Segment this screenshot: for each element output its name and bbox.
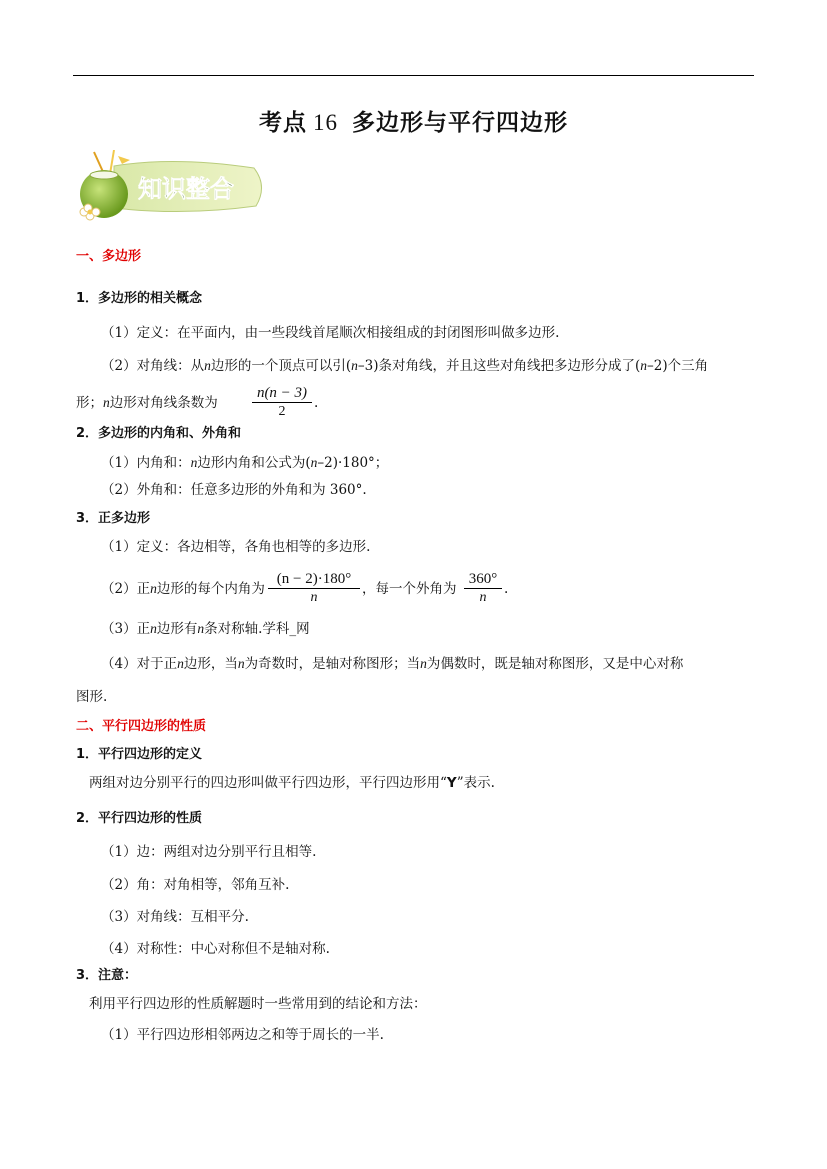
symmetry-axes-line: （3）正n边形有n条对称轴.学科_网 [101,621,310,637]
umbrella-icon [118,156,130,164]
title-number: 16 [313,110,338,135]
diagonal-count-formula: $\frac{n(n - 3)}{2}$ [252,384,312,421]
subheading-regular-polygon: 3．正多边形 [76,511,151,526]
subheading-concepts: 1．多边形的相关概念 [76,291,203,306]
subheading-parallelogram-props: 2．平行四边形的性质 [76,811,203,826]
title-prefix: 考点 [259,109,307,136]
prop-sides: （1）边：两组对边分别平行且相等. [101,844,317,860]
exterior-angle-text: ，每一个外角为 [362,581,457,597]
diagonal-line-2: 形；n边形对角线条数为 [76,395,218,411]
note-item-1: （1）平行四边形相邻两边之和等于周长的一半. [101,1027,384,1043]
definition-line: （1）定义：在平面内，由一些段线首尾顺次相接组成的封闭图形叫做多边形. [101,325,560,341]
header-rule [73,75,754,76]
subheading-parallelogram-def: 1．平行四边形的定义 [76,747,203,762]
prop-diagonals: （3）对角线：互相平分. [101,909,249,925]
note-intro: 利用平行四边形的性质解题时一些常用到的结论和方法： [89,996,427,1012]
exterior-angle-sum: （2）外角和：任意多边形的外角和为 360°. [101,482,367,498]
page-title [0,104,827,137]
section-heading-parallelogram: 二、平行四边形的性质 [76,719,207,734]
section-heading-polygon: 一、多边形 [76,249,142,264]
symmetry-note-line: （4）对于正n边形，当n为奇数时，是轴对称图形；当n为偶数时，既是轴对称图形，又是中心对称 [101,656,684,672]
title-main: 多边形与平行四边形 [352,109,568,136]
interior-angle-sum: （1）内角和：n边形内角和公式为(n–2)·180°； [101,455,389,471]
parallelogram-symbol: Y [446,775,457,791]
prop-symmetry: （4）对称性：中心对称但不是轴对称. [101,941,330,957]
formula-period-2: . [504,581,509,597]
subheading-note: 3．注意： [76,968,138,983]
subheading-angle-sum: 2．多边形的内角和、外角和 [76,426,242,441]
regular-definition: （1）定义：各边相等，各角也相等的多边形. [101,539,371,555]
exterior-angle-formula: $\frac{360^\circ}{n}$ [464,570,502,607]
knowledge-banner [74,150,270,224]
banner-label: 知识整合 [138,175,234,203]
parallelogram-definition: 两组对边分别平行的四边形叫做平行四边形，平行四边形用“Y”表示. [89,775,495,791]
regular-angle-line: （2）正n边形的每个内角为 [101,581,265,597]
symmetry-note-cont: 图形. [76,689,108,705]
prop-angles: （2）角：对角相等，邻角互补. [101,877,290,893]
formula-period: . [314,395,319,411]
interior-angle-formula: $\frac{(n - 2)\cdot 180^\circ}{n}$ [268,570,360,607]
diagonal-line-1: （2）对角线：从n边形的一个顶点可以引(n–3)条对角线，并且这些对角线把多边形分成了(n–2)个三角 [101,358,709,374]
